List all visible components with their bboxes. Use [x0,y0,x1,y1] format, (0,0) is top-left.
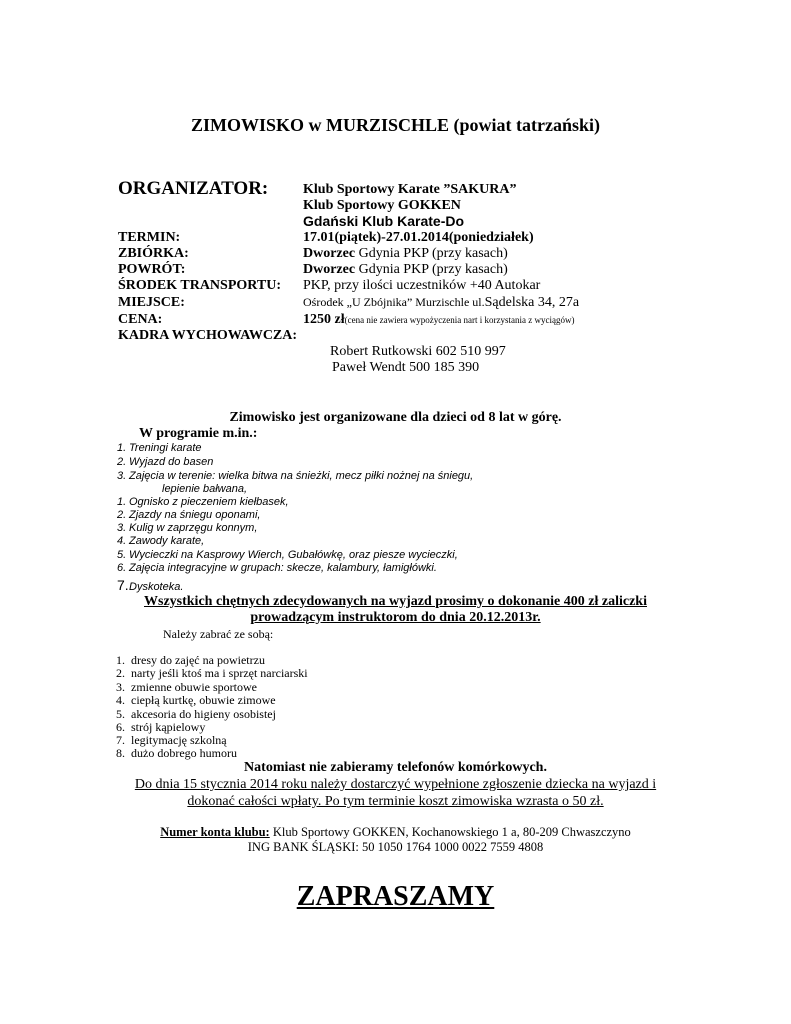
program-item: 2. Wyjazd do basen [117,456,214,468]
program-heading: W programie m.in.: [139,426,258,441]
bring-heading: Należy zabrać ze sobą: [163,627,274,641]
bring-item: 5. akcesoria do higieny osobistej [116,707,276,721]
bank-line: ING BANK ŚLĄSKI: 50 1050 1764 1000 0022 7559 4808 [247,840,544,854]
zbiorka-value: Dworzec Gdynia PKP (przy kasach) [303,246,508,261]
program-item: 3. Zajęcia w terenie: wielka bitwa na śnieżki, mecz piłki nożnej na śniegu, [117,470,474,482]
organizer-line-2: Klub Sportowy GOKKEN [303,198,461,213]
staff-member-1: Robert Rutkowski 602 510 997 [330,344,506,359]
program-item-continuation: lepienie bałwana, [162,483,248,495]
organizer-line-3: Gdański Klub Karate-Do [303,213,465,229]
miejsce-label: MIEJSCE: [118,295,185,310]
document-title: ZIMOWISKO w MURZISCHLE (powiat tatrzański) [190,115,601,135]
program-item: 6. Zajęcia integracyjne w grupach: skecze, kalambury, łamigłówki. [117,562,437,574]
program-item: 2. Zjazdy na śniegu oponami, [117,509,261,521]
cena-value: 1250 zł(cena nie zawiera wypożyczenia nart i korzystania z wyciągów) [303,312,575,327]
kadra-label: KADRA WYCHOWAWCZA: [118,328,298,343]
bring-item: 3. zmienne obuwie sportowe [116,680,257,694]
staff-member-2: Paweł Wendt 500 185 390 [332,360,480,375]
cena-label: CENA: [118,312,163,327]
bring-item: 6. strój kąpielowy [116,720,206,734]
powrot-label: POWRÓT: [118,262,186,277]
program-item: 4. Zawody karate, [117,535,205,547]
program-item: 1. Treningi karate [117,442,202,454]
bring-item: 7. legitymację szkolną [116,733,227,747]
deadline-line-2: dokonać całości wpłaty. Po tym terminie koszt zimowiska wzrasta o 50 zł. [187,794,604,809]
deposit-line-2: prowadzącym instruktorom do dnia 20.12.2013r. [250,610,541,625]
organizer-line-1: Klub Sportowy Karate ”SAKURA” [303,182,517,197]
program-item: 1. Ognisko z pieczeniem kiełbasek, [117,496,289,508]
bank-account: Numer konta klubu: Klub Sportowy GOKKEN, Kochanowskiego 1 a, 80-209 Chwaszczyno [160,825,631,839]
closing-invitation: ZAPRASZAMY [296,881,495,912]
program-item: 5. Wycieczki na Kasprowy Wierch, Gubałówkę, oraz piesze wycieczki, [117,549,458,561]
organizer-label: ORGANIZATOR: [118,178,269,199]
termin-value: 17.01(piątek)-27.01.2014(poniedziałek) [303,230,534,245]
termin-label: TERMIN: [118,230,181,245]
miejsce-value: Ośrodek „U Zbójnika” Murzischle ul.Sądelska 34, 27a [303,295,580,310]
no-phones-notice: Natomiast nie zabieramy telefonów komórkowych. [244,760,547,775]
program-item: 7.Dyskoteka. [117,577,184,593]
transport-value: PKP, przy ilości uczestników +40 Autokar [303,278,541,293]
age-info: Zimowisko jest organizowane dla dzieci od 8 lat w górę. [229,410,562,425]
bring-item: 4. ciepłą kurtkę, obuwie zimowe [116,693,276,707]
bring-item: 1. dresy do zajęć na powietrzu [116,653,265,667]
powrot-value: Dworzec Gdynia PKP (przy kasach) [303,262,508,277]
bring-item: 8. dużo dobrego humoru [116,746,237,760]
bring-item: 2. narty jeśli ktoś ma i sprzęt narciarski [116,666,308,680]
zbiorka-label: ZBIÓRKA: [118,246,189,261]
program-item: 3. Kulig w zaprzęgu konnym, [117,522,258,534]
transport-label: ŚRODEK TRANSPORTU: [118,278,281,293]
deadline-line-1: Do dnia 15 stycznia 2014 roku należy dostarczyć wypełnione zgłoszenie dziecka na wyjazd i [134,777,657,792]
deposit-line-1: Wszystkich chętnych zdecydowanych na wyjazd prosimy o dokonanie 400 zł zaliczki [144,594,647,609]
